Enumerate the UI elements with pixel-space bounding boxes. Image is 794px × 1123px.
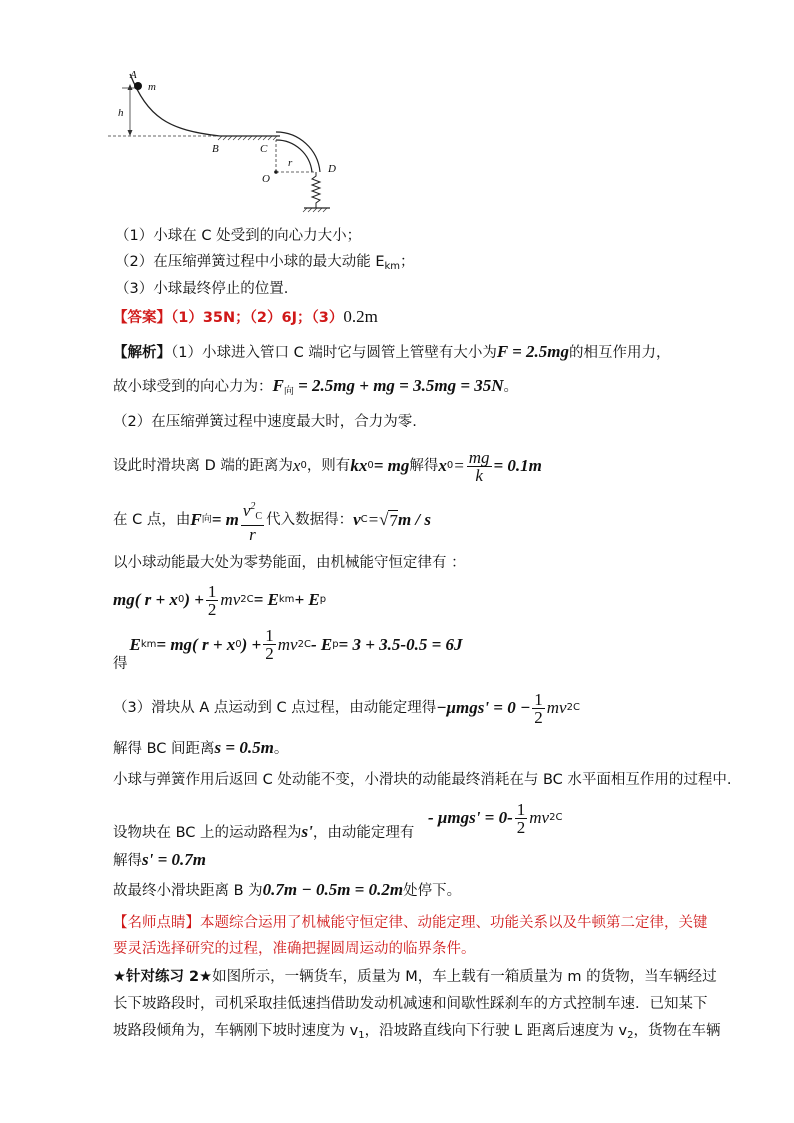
analysis-l5-frac [241, 498, 264, 543]
equation-2 [113, 626, 463, 674]
analysis-l4-den: k [475, 465, 483, 485]
analysis-l4-eqsub: 0 [367, 460, 374, 471]
practice-l3b: 1 [358, 1030, 365, 1041]
practice-l3a: 坡路段倾角为，车辆刚下坡时速度为 v [113, 1023, 359, 1039]
analysis-l4-res: = 0.1m [493, 456, 542, 475]
analysis-l10-sub: C [555, 812, 563, 823]
analysis-l4-eq2: = mg [373, 456, 410, 475]
eq1-left: mg( r + x [113, 590, 178, 609]
analysis-l5-v: v [353, 510, 361, 529]
analysis-l5-vsub: C [360, 514, 368, 525]
eq2-d: - E [310, 634, 333, 654]
analysis-l7-mv: mv [546, 698, 567, 717]
practice-l3d: 2 [627, 1030, 634, 1041]
eq2-e: E [129, 634, 141, 654]
answer-value: 0.2m [343, 307, 378, 326]
eq2-num: 1 [265, 626, 274, 645]
practice-line-2: 长下坡路段时，司机采取挂低速挡借助发动机减速和间歇性踩刹车的方式控制车速．已知某下 [113, 996, 708, 1012]
analysis-l5-mid: 代入数据得： [266, 512, 354, 528]
analysis-l7-text: （3）滑块从 A 点运动到 C 点过程，由动能定理得 [113, 700, 437, 716]
label-o: O [262, 173, 270, 185]
answer-text: （1）35N；（2）6J；（3） [171, 310, 344, 326]
label-h: h [118, 107, 124, 119]
analysis-l13-text: 故最终小滑块距离 B 为 [113, 883, 263, 899]
physics-diagram [108, 68, 368, 216]
analysis-l5-eq: = m [211, 510, 239, 529]
analysis-l10-math: - μmgs' = 0- [428, 808, 513, 827]
eq2-p: p [332, 638, 339, 650]
analysis-line-9: 小球与弹簧作用后返回 C 处动能不变，小滑块的动能最终消耗在与 BC 水平面相互作用的过程中. [113, 772, 732, 788]
eq2-b: ) + [241, 634, 262, 654]
eq2-c: mv [277, 634, 298, 654]
practice-l3e: ，货物在车辆 [633, 1023, 721, 1039]
analysis-l5-numsup: 2 [250, 500, 256, 512]
analysis-l5-f: F [190, 510, 202, 529]
label-r: r [288, 157, 293, 169]
question-3: （3）小球最终停止的位置. [115, 281, 289, 297]
eq1-x0sub: 0 [177, 594, 185, 605]
eq1-plus: + E [294, 590, 320, 609]
analysis-l4-xsub: 0 [446, 460, 454, 471]
tube-outer [276, 132, 320, 172]
eq2-de: 得 [113, 656, 128, 672]
tip-line-2: 要灵活选择研究的过程，准确把握圆周运动的临界条件。 [113, 941, 476, 957]
analysis-l12-text: 解得 [113, 853, 142, 869]
analysis-tag: 【解析】 [113, 345, 171, 361]
analysis-l2-sub: 向 [283, 386, 294, 397]
analysis-l4-frac [467, 449, 492, 484]
label-c: C [260, 143, 268, 155]
analysis-l5-numsub: C [255, 510, 263, 522]
analysis-l8-math: s = 0.5m [214, 738, 274, 757]
eq2-res: = 3 + 3.5-0.5 = 6J [338, 634, 463, 654]
analysis-l4-mid: ，则有 [306, 458, 351, 474]
analysis-l10-sup: 2 [549, 812, 556, 823]
label-a: A [130, 69, 137, 81]
analysis-l7-math: −μmgs' = 0 − [436, 698, 531, 717]
eq1-frac [206, 583, 219, 618]
analysis-l13-tail: 处停下。 [403, 883, 462, 899]
equation-1 [113, 580, 326, 620]
eq1-mid: ) + [184, 590, 204, 609]
eq1-km: km [278, 594, 295, 605]
answer-tag: 【答案】 [113, 310, 171, 326]
analysis-line-7 [113, 688, 580, 728]
practice-l1: 如图所示，一辆货车，质量为 M，车上载有一箱质量为 m 的货物，当车辆经过 [212, 969, 717, 985]
analysis-l4-text: 设此时滑块离 D 端的距离为 [113, 458, 293, 474]
analysis-l1-tail: 的相互作用力， [569, 345, 671, 361]
label-b: B [212, 143, 219, 155]
analysis-line-2 [113, 376, 518, 402]
analysis-l10-mv: mv [529, 808, 550, 827]
label-m: m [148, 81, 156, 93]
analysis-l2-f: F [272, 376, 284, 395]
analysis-l2-math: = 2.5mg + mg = 3.5mg = 35N [293, 376, 504, 395]
analysis-line-8 [113, 738, 288, 759]
analysis-l2-tail: 。 [503, 379, 519, 395]
practice-line-1 [113, 967, 717, 987]
eq1-mv: mv [220, 590, 241, 609]
answer-line [113, 307, 378, 328]
analysis-l11-s: s' [301, 822, 313, 841]
eq1-p: p [319, 594, 327, 605]
eq2-den: 2 [265, 644, 274, 663]
analysis-line-5: 在 C 点，由 F 向 = m $\frac{v^2_C}{r}$ 代入数据得： v C = √ 7 m / s [113, 500, 431, 540]
analysis-l2-text: 故小球受到的向心力为： [113, 379, 273, 395]
analysis-l11-tail: ，由动能定理有 [312, 825, 415, 841]
analysis-l7-sup: 2 [566, 702, 573, 713]
eq2-frac [263, 627, 276, 662]
eq1-right: = E [253, 590, 279, 609]
analysis-l4-num: mg [468, 447, 490, 467]
ball-a [134, 82, 142, 90]
analysis-l10-den: 2 [516, 817, 526, 837]
practice-line-3 [113, 1021, 720, 1046]
question-2-sub: km [384, 261, 401, 272]
question-2 [115, 252, 415, 277]
spring [312, 172, 320, 208]
curved-track [130, 74, 220, 136]
analysis-l7-num: 1 [534, 689, 543, 709]
analysis-l5-den: r [249, 524, 256, 544]
analysis-l5-eq2: = [367, 510, 380, 529]
eq1-num: 1 [207, 581, 217, 601]
analysis-l4-eq: kx [350, 456, 368, 475]
analysis-l5-rad: 7 [389, 510, 398, 530]
analysis-l8-tail: 。 [273, 741, 289, 757]
analysis-line-13 [113, 880, 461, 901]
eq2-x0sub: 0 [235, 638, 242, 650]
question-1: （1）小球在 C 处受到的向心力大小； [115, 228, 362, 244]
question-2-text: （2）在压缩弹簧过程中小球的最大动能 E [115, 254, 385, 270]
analysis-l7-sub: C [572, 702, 580, 713]
analysis-l13-math: 0.7m − 0.5m = 0.2m [262, 880, 404, 899]
eq1-den: 2 [207, 599, 217, 619]
analysis-l7-frac [532, 691, 545, 726]
label-d: D [328, 163, 336, 175]
analysis-l4-solve: 解得 [409, 458, 439, 474]
eq2-a: = mg( r + x [156, 634, 236, 654]
eq2-sup: 2 [297, 638, 304, 650]
analysis-l4-x0sub: 0 [300, 460, 307, 471]
analysis-l12-math: s' = 0.7m [142, 850, 206, 869]
analysis-l10-num: 1 [516, 799, 526, 819]
analysis-l10-frac [515, 801, 528, 836]
question-2-tail: ； [400, 254, 415, 270]
analysis-l5-num: v [242, 500, 251, 520]
analysis-line-10 [428, 798, 562, 838]
analysis-l7-den: 2 [534, 707, 543, 727]
eq2-km: km [140, 638, 157, 650]
analysis-line-1 [113, 342, 671, 363]
analysis-l5-unit: m / s [397, 510, 431, 529]
eq1-sup: 2 [240, 594, 247, 605]
tip-line-1: 【名师点睛】本题综合运用了机械能守恒定律、动能定理、功能关系以及牛顿第二定律，关键 [113, 915, 708, 931]
analysis-line-3: （2）在压缩弹簧过程中速度最大时，合力为零. [113, 414, 417, 430]
eq2-sub: C [303, 638, 311, 650]
practice-title: ★针对练习 2★ [113, 969, 213, 985]
analysis-l11-text: 设物块在 BC 上的运动路程为 [113, 825, 302, 841]
analysis-l4-xsym: x [438, 456, 447, 475]
analysis-l4-x0: x [292, 456, 301, 475]
analysis-line-11 [113, 822, 414, 843]
analysis-l1-math: F = 2.5mg [496, 342, 570, 361]
analysis-line-12 [113, 850, 206, 871]
analysis-line-4: 设此时滑块离 D 端的距离为 x 0 ，则有 kx 0 = mg 解得 x 0 = $\frac{mg}{k}$ = 0.1m [113, 447, 542, 485]
eq1-sub: C [246, 594, 254, 605]
analysis-line-6: 以小球动能最大处为零势能面，由机械能守恒定律有 ： [113, 555, 466, 571]
analysis-l1-text: （1）小球进入管口 C 端时它与圆管上管壁有大小为 [171, 345, 497, 361]
analysis-l5-sub: 向 [201, 514, 212, 525]
analysis-l8-text: 解得 BC 间距离 [113, 741, 215, 757]
analysis-l5-text: 在 C 点，由 [113, 512, 191, 528]
practice-l3c: ，沿坡路直线向下行驶 L 距离后速度为 v [364, 1023, 628, 1039]
